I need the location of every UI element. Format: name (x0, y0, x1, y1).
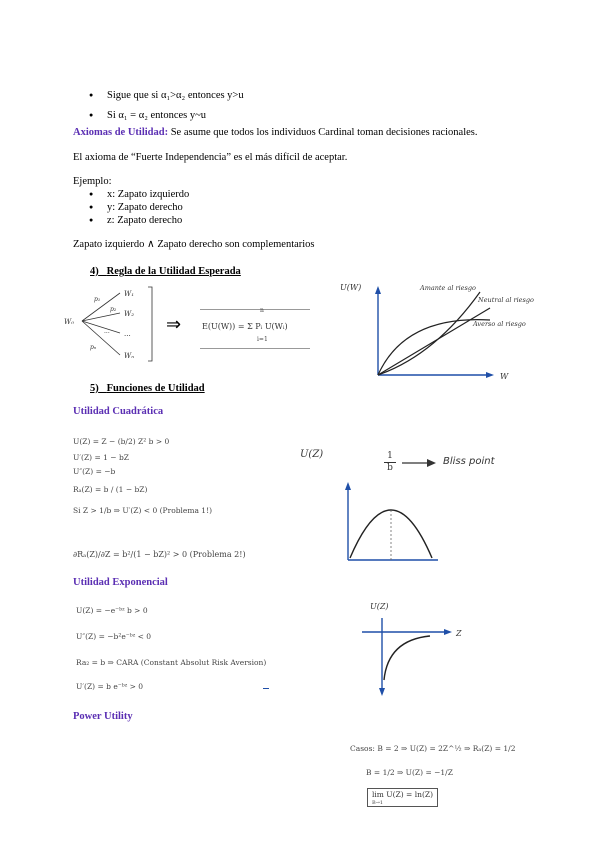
exp-graph-ylabel: U(Z) (370, 602, 389, 611)
exponential-utility-graph (360, 612, 470, 696)
power-limit-formula: lim U(Z) = ln(Z) (372, 790, 434, 799)
tree-outcome: W₁ (124, 290, 135, 298)
x-axis-arrow-icon (444, 629, 452, 635)
section4-title: Regla de la Utilidad Esperada (106, 266, 241, 277)
y-axis-arrow-icon (375, 286, 381, 294)
exponencial-formula: U(Z) = −e⁻ᵇᶻ b > 0 (76, 606, 148, 615)
tree-root: W₀ (64, 318, 75, 326)
graph-xlabel: W (500, 372, 509, 381)
exponencial-formula: U″(Z) = −b²e⁻ᵇᶻ < 0 (76, 632, 152, 641)
graph-ylabel: U(W) (340, 283, 362, 292)
tree-prob: pₙ (90, 344, 97, 351)
tree-prob: p₁ (94, 296, 101, 303)
y-axis-arrow-icon (379, 688, 385, 696)
bliss-arrow-icon (400, 457, 438, 469)
fraction-denominator: b (384, 462, 396, 474)
sum-upper-limit: n (260, 307, 264, 314)
risk-attitude-graph (340, 280, 560, 390)
section4-heading (90, 265, 241, 278)
complementarios: Zapato izquierdo ∧ Zapato derecho son complementarios (73, 239, 315, 250)
bullet-alpha-greater: ● Sigue que si α₁>α₂ entonces y>u (107, 89, 244, 102)
exp-graph-xlabel: Z (456, 629, 462, 638)
stray-mark (263, 688, 269, 689)
section5-heading (90, 382, 205, 395)
axiomas-text: Se asume que todos los individuos Cardinal toman decisiones racionales. (168, 127, 478, 138)
curve-label: Averso al riesgo (473, 320, 526, 328)
curve-label: Neutral al riesgo (478, 296, 534, 304)
cuadratica-derivative: ∂Rₐ(Z)/∂Z = b²/(1 − bZ)² > 0 (Problema 2!) (73, 550, 246, 559)
implies-arrow-icon: ⇒ (166, 314, 182, 335)
power-formula: Casos: B = 2 ⇒ U(Z) = 2Z^½ ⇒ Rₐ(Z) = 1/2 (350, 744, 516, 753)
cuadratica-formula: Si Z > 1/b ⇒ U′(Z) < 0 (Problema 1!) (73, 506, 213, 515)
axiomas-line (73, 126, 478, 139)
axioma-fuerte: El axioma de “Fuerte Independencia” es el más difícil de aceptar. (73, 152, 348, 163)
expected-utility-formula (200, 309, 310, 349)
bliss-point-label: Bliss point (443, 456, 495, 467)
power-limit-subscript: B→1 (372, 800, 384, 806)
quad-graph-ylabel: U(Z) (300, 449, 324, 460)
tree-outcome: ... (124, 330, 131, 338)
curve-label: Amante al riesgo (420, 284, 476, 292)
exponencial-formula: Ra₂ = b ⇒ CARA (Constant Absolut Risk Aversion) (76, 658, 267, 667)
cuadratica-formula: U″(Z) = −b (73, 467, 116, 476)
cuadratica-formula: U(Z) = Z − (b/2) Z² b > 0 (73, 437, 170, 446)
cuadratica-formula: U′(Z) = 1 − bZ (73, 453, 129, 462)
section5-title: Funciones de Utilidad (106, 383, 205, 394)
formula-text: E(U(W)) = Σ Pᵢ U(Wᵢ) (202, 322, 288, 331)
tree-prob: p₂ (110, 306, 117, 313)
sum-lower-limit: i=1 (257, 336, 268, 343)
cuadratica-formula: Rₐ(Z) = b / (1 − bZ) (73, 485, 148, 494)
cuadratica-title: Utilidad Cuadrática (73, 406, 164, 417)
tree-outcome: W₂ (124, 310, 135, 318)
ejemplo-item: ● z: Zapato derecho (107, 214, 182, 227)
curve-neutral (378, 308, 490, 375)
x-axis-arrow-icon (486, 372, 494, 378)
power-limit-box (367, 788, 438, 807)
power-title: Power Utility (73, 711, 133, 722)
bullet-alpha-equal: ● Si α₁ = α₂ entonces y~u (107, 109, 206, 122)
ejemplo-title: Ejemplo: (73, 176, 112, 187)
exponential-curve (384, 636, 430, 680)
tree-outcome: Wₙ (124, 352, 135, 360)
bliss-fraction (384, 451, 396, 474)
power-formula: B = 1/2 ⇒ U(Z) = −1/Z (366, 768, 453, 777)
section4-number: 4) (90, 266, 99, 277)
curve-amante (378, 292, 480, 375)
fraction-numerator: 1 (387, 451, 393, 461)
section5-number: 5) (90, 383, 99, 394)
ejemplo-item: ● x: Zapato izquierdo (107, 188, 189, 201)
axiomas-label: Axiomas de Utilidad: (73, 127, 169, 138)
ejemplo-item: ● y: Zapato derecho (107, 201, 183, 214)
quadratic-utility-graph (340, 478, 445, 566)
exponencial-formula: U′(Z) = b e⁻ᵇᶻ > 0 (76, 682, 144, 691)
tree-prob: ... (104, 328, 110, 335)
exponencial-title: Utilidad Exponencial (73, 577, 168, 588)
probability-tree (62, 283, 170, 365)
y-axis-arrow-icon (345, 482, 351, 490)
